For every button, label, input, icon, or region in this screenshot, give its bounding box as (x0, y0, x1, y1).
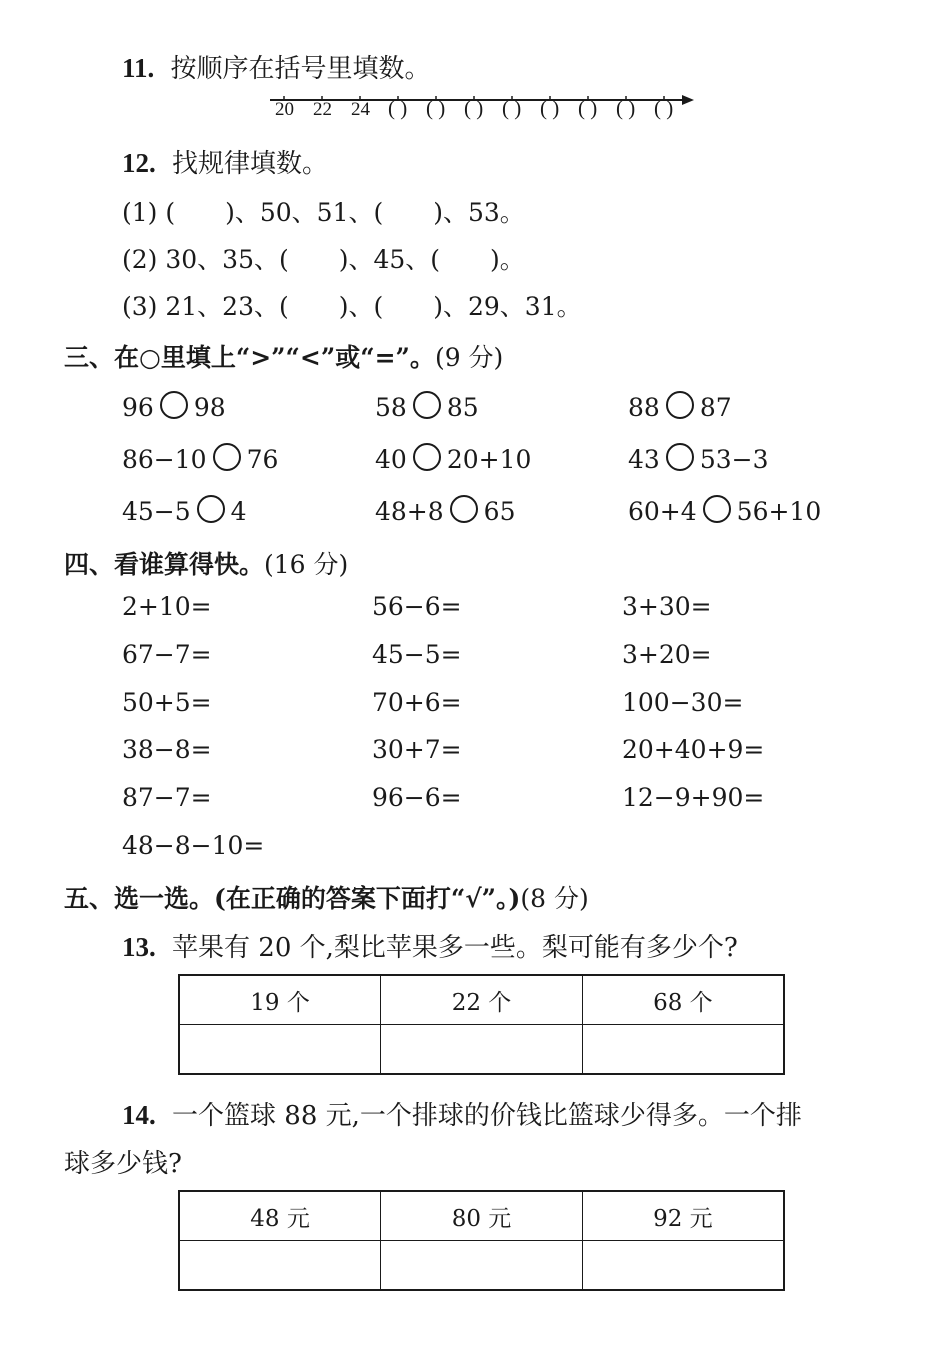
calc-item[interactable]: 96−6= (372, 783, 462, 812)
calc-item[interactable]: 70+6= (372, 688, 462, 717)
compare-circle[interactable] (160, 391, 188, 419)
compare-left: 86−10 (122, 445, 207, 474)
compare-circle[interactable] (213, 443, 241, 471)
compare-item (122, 443, 278, 474)
q14-option: 80 元 (381, 1191, 583, 1241)
compare-right: 53−3 (699, 445, 769, 474)
q13-option: 68 个 (582, 975, 784, 1025)
q13-answer-cell[interactable] (179, 1025, 381, 1075)
section-4-title-text: 四、看谁算得快。 (64, 550, 265, 579)
q13-options-row (179, 975, 784, 1025)
q13-answer-row (179, 1025, 784, 1075)
calc-item[interactable]: 45−5= (372, 640, 462, 669)
compare-left: 88 (628, 393, 660, 422)
calc-item[interactable]: 38−8= (122, 735, 212, 764)
q14-answer-cell[interactable] (582, 1241, 784, 1291)
q13-option: 22 个 (381, 975, 583, 1025)
q11-text: 按顺序在括号里填数。 (170, 54, 431, 84)
q14-options-table (178, 1190, 785, 1291)
compare-item (628, 495, 821, 526)
section-5-title-text: 五、选一选。(在正确的答案下面打“√”。) (64, 884, 521, 913)
compare-right: 65 (483, 497, 516, 526)
number-line-blank[interactable]: ( ) (464, 96, 484, 120)
compare-circle[interactable] (413, 391, 441, 419)
compare-item (375, 495, 515, 526)
compare-circle[interactable] (413, 443, 441, 471)
number-line-blank[interactable]: ( ) (502, 96, 522, 120)
compare-item (375, 443, 531, 474)
q12-item-3[interactable]: (3) 21、23、( )、( )、29、31。 (122, 292, 582, 321)
number-line-blank[interactable]: ( ) (540, 96, 560, 120)
number-line-blank[interactable]: ( ) (578, 96, 598, 120)
calc-item[interactable]: 48−8−10= (122, 831, 265, 860)
q11-number: 11. (122, 53, 155, 83)
section-3-title-text: 三、在○里填上“>”“<”或“=”。 (64, 343, 435, 372)
compare-left: 48+8 (375, 497, 444, 526)
q12-text: 找规律填数。 (172, 149, 329, 179)
q14-options-row (179, 1191, 784, 1241)
section-5-title (64, 879, 589, 915)
compare-right: 20+10 (446, 445, 532, 474)
number-line-blank[interactable]: ( ) (654, 96, 674, 120)
compare-left: 45−5 (122, 497, 191, 526)
compare-item (628, 391, 732, 422)
compare-circle[interactable] (666, 391, 694, 419)
number-line-blank[interactable]: ( ) (426, 96, 446, 120)
compare-right: 98 (193, 393, 226, 422)
calc-item[interactable]: 3+30= (622, 592, 712, 621)
compare-right: 4 (230, 497, 247, 526)
number-line-label-24: 24 (351, 99, 370, 120)
q13-answer-cell[interactable] (582, 1025, 784, 1075)
compare-left: 40 (375, 445, 407, 474)
q13-text: 苹果有 20 个,梨比苹果多一些。梨可能有多少个? (172, 933, 738, 963)
calc-item[interactable]: 87−7= (122, 783, 212, 812)
q13-option: 19 个 (179, 975, 381, 1025)
number-line-blank[interactable]: ( ) (388, 96, 408, 120)
q14-number: 14. (122, 1100, 156, 1130)
compare-left: 96 (122, 393, 154, 422)
compare-circle[interactable] (197, 495, 225, 523)
compare-item (628, 443, 768, 474)
q14-text-line1: 一个篮球 88 元,一个排球的价钱比篮球少得多。一个排 (172, 1101, 802, 1131)
section-4-title (64, 545, 348, 581)
compare-item (122, 495, 247, 526)
calc-item[interactable]: 2+10= (122, 592, 212, 621)
q13-options-table (178, 974, 785, 1075)
q14-option: 92 元 (582, 1191, 784, 1241)
q12-heading (122, 143, 328, 180)
calc-item[interactable]: 56−6= (372, 592, 462, 621)
q12-number: 12. (122, 148, 156, 178)
section-3-points: (9 分) (434, 343, 504, 372)
compare-right: 76 (246, 445, 279, 474)
compare-item (122, 391, 226, 422)
q13-number: 13. (122, 932, 156, 962)
compare-left: 60+4 (628, 497, 697, 526)
q14-answer-cell[interactable] (179, 1241, 381, 1291)
q14-option: 48 元 (179, 1191, 381, 1241)
compare-circle[interactable] (703, 495, 731, 523)
compare-item (375, 391, 479, 422)
section-3-title (64, 338, 503, 374)
compare-right: 56+10 (736, 497, 822, 526)
compare-circle[interactable] (450, 495, 478, 523)
number-line-label-20: 20 (275, 99, 294, 120)
section-5-points: (8 分) (520, 884, 589, 913)
calc-item[interactable]: 30+7= (372, 735, 462, 764)
q12-item-1[interactable]: (1) ( )、50、51、( )、53。 (122, 198, 525, 227)
compare-right: 87 (699, 393, 732, 422)
calc-item[interactable]: 12−9+90= (622, 783, 765, 812)
q14-answer-row (179, 1241, 784, 1291)
q11-heading (122, 48, 431, 85)
calc-item[interactable]: 100−30= (622, 688, 744, 717)
q13-answer-cell[interactable] (381, 1025, 583, 1075)
compare-left: 58 (375, 393, 407, 422)
q14-answer-cell[interactable] (381, 1241, 583, 1291)
calc-item[interactable]: 3+20= (622, 640, 712, 669)
number-line-label-22: 22 (313, 99, 332, 120)
q13-heading (122, 927, 738, 964)
calc-item[interactable]: 20+40+9= (622, 735, 765, 764)
q14-text-line2: 球多少钱? (64, 1149, 182, 1179)
number-line (270, 93, 695, 125)
compare-circle[interactable] (666, 443, 694, 471)
calc-item[interactable]: 50+5= (122, 688, 212, 717)
compare-right: 85 (446, 393, 479, 422)
q14-heading (122, 1095, 802, 1132)
q12-item-2[interactable]: (2) 30、35、( )、45、( )。 (122, 245, 525, 274)
compare-left: 43 (628, 445, 660, 474)
section-4-points: (16 分) (264, 550, 349, 579)
calc-item[interactable]: 67−7= (122, 640, 212, 669)
number-line-blank[interactable]: ( ) (616, 96, 636, 120)
